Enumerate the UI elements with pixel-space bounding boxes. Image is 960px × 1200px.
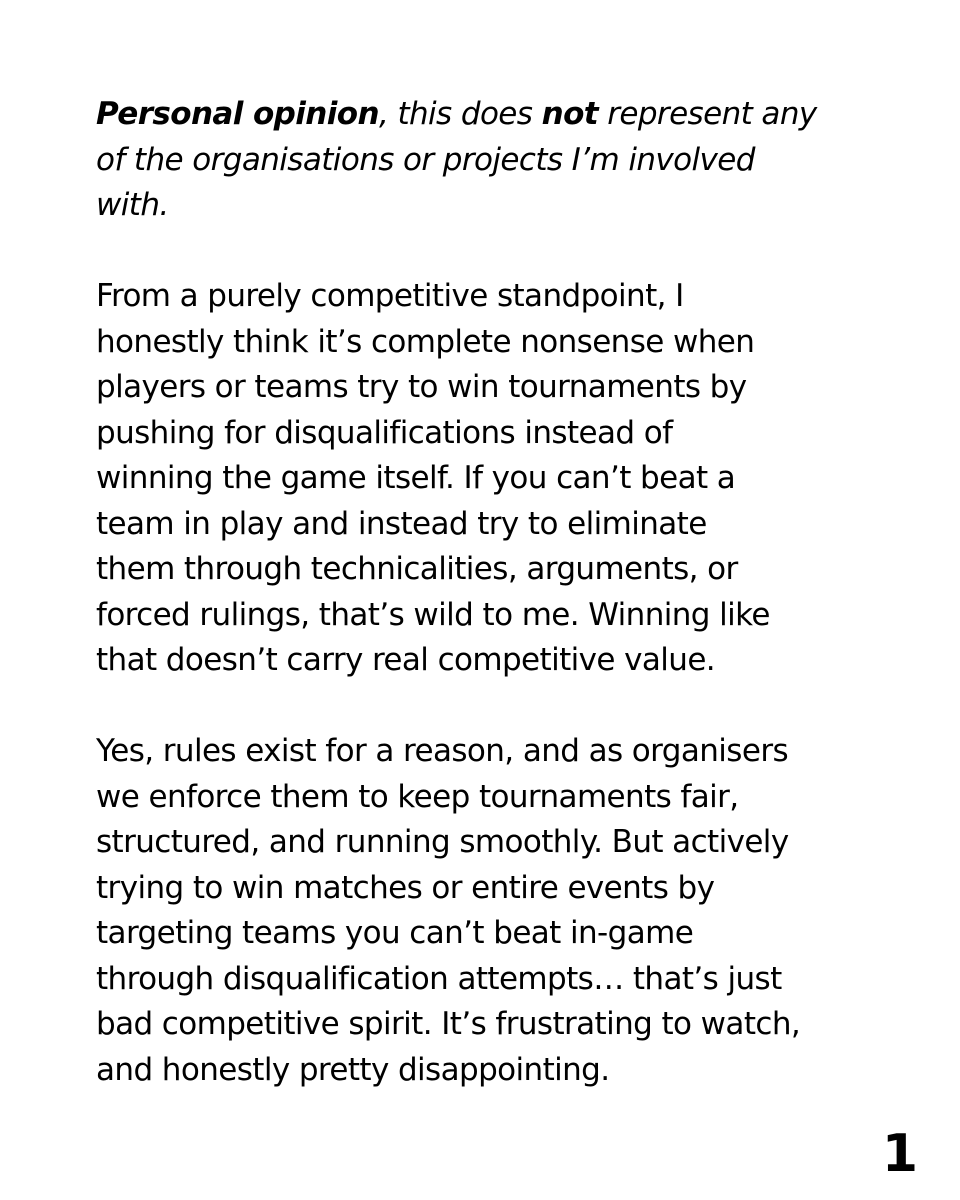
disclaimer-line: with. <box>96 187 169 223</box>
disclaimer-bold-phrase: Personal opinion <box>96 96 379 132</box>
paragraph-line: them through technicalities, arguments, or <box>96 551 738 587</box>
paragraph-line: trying to win matches or entire events by <box>96 869 715 906</box>
paragraph-1 <box>96 274 896 684</box>
paragraph-line: and honestly pretty disappointing. <box>96 1051 610 1088</box>
paragraph-line: bad competitive spirit. It’s frustrating to watch, <box>96 1006 801 1042</box>
paragraph-line: through disqualification attempts… that’s just <box>96 960 782 997</box>
paragraph-line: structured, and running smoothly. But actively <box>96 824 789 860</box>
paragraph-gap <box>96 229 896 275</box>
disclaimer-text: , this does <box>378 96 542 132</box>
paragraph-line: players or teams try to win tournaments by <box>96 369 747 405</box>
paragraph-line: winning the game itself. If you can’t beat a <box>96 460 736 496</box>
paragraph-line: honestly think it’s complete nonsense when <box>96 323 755 360</box>
paragraph-line: pushing for disqualifications instead of <box>96 414 673 451</box>
paragraph-line: team in play and instead try to eliminate <box>96 505 707 542</box>
paragraph-2 <box>96 729 896 1093</box>
paragraph-line: From a purely competitive standpoint, I <box>96 278 684 314</box>
post-text <box>96 92 896 1093</box>
disclaimer-line: of the organisations or projects I’m involved <box>96 141 755 178</box>
paragraph-line: forced rulings, that’s wild to me. Winning like <box>96 596 770 633</box>
paragraph-line: Yes, rules exist for a reason, and as organisers <box>96 733 789 769</box>
disclaimer <box>96 92 896 229</box>
page-number: 1 <box>881 1124 918 1184</box>
paragraph-gap <box>96 684 896 730</box>
disclaimer-line <box>96 92 896 138</box>
disclaimer-bold-word: not <box>541 96 598 132</box>
paragraph-line: targeting teams you can’t beat in-game <box>96 915 694 951</box>
paragraph-line: that doesn’t carry real competitive value. <box>96 642 716 678</box>
paragraph-line: we enforce them to keep tournaments fair, <box>96 778 739 815</box>
disclaimer-text: represent any <box>597 96 817 132</box>
